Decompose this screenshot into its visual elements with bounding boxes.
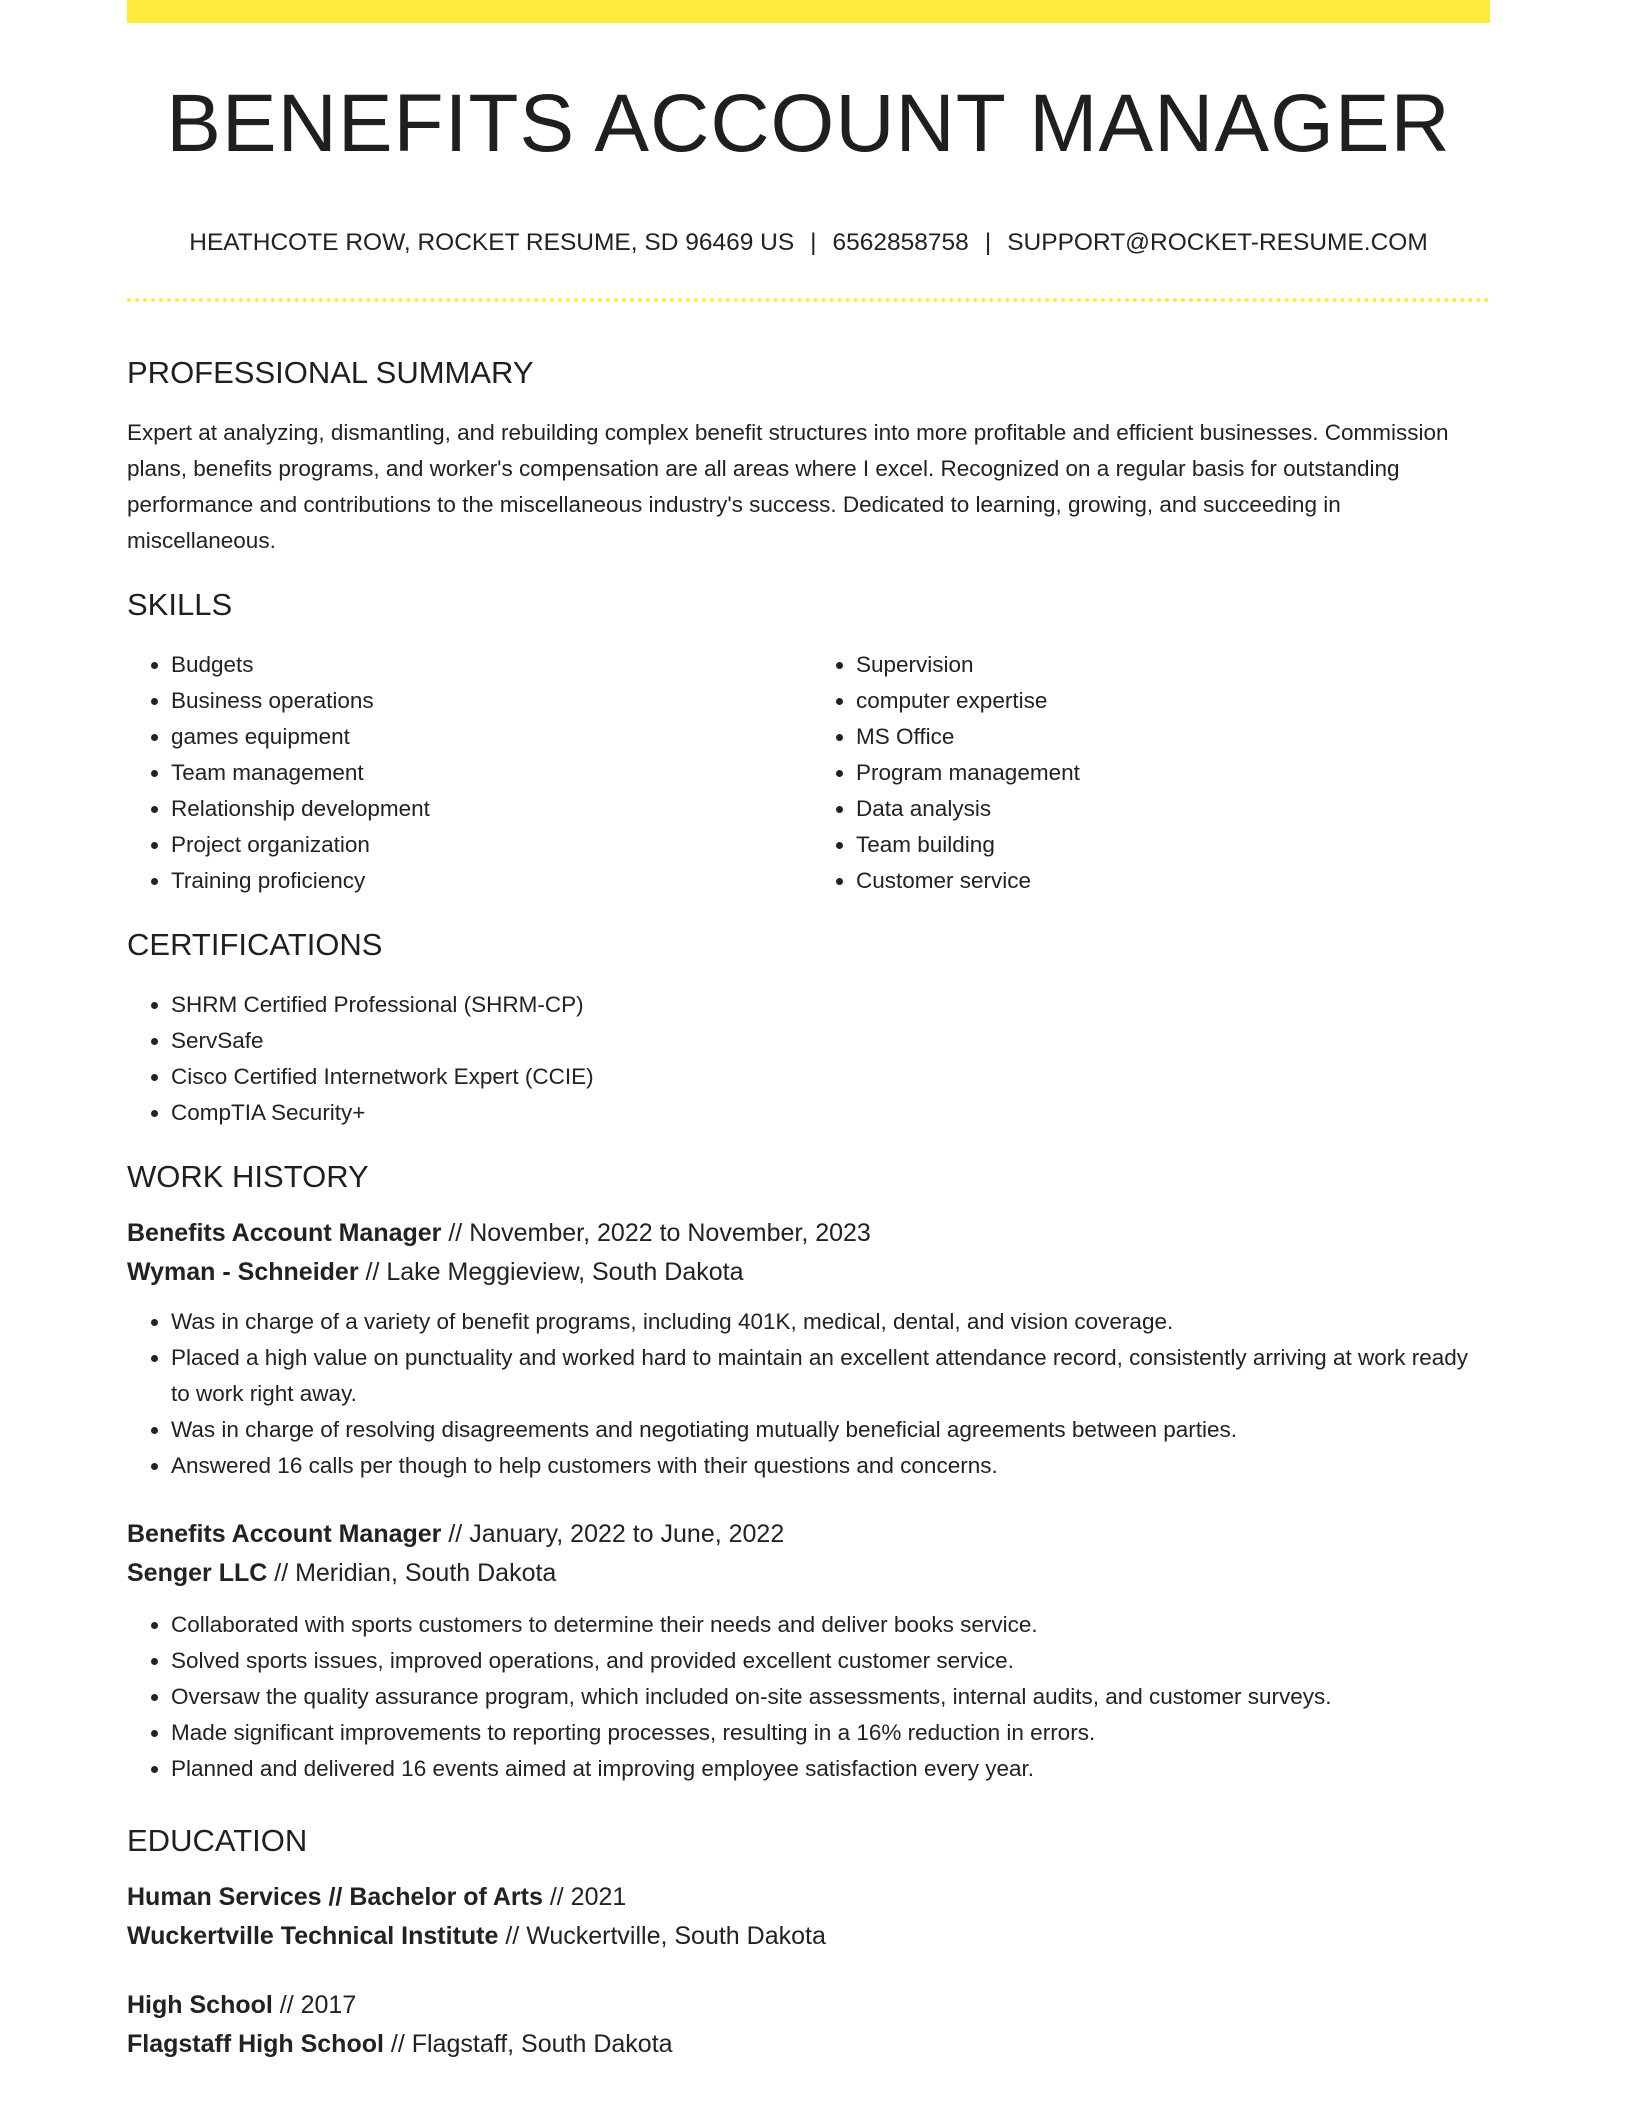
section-title-work: WORK HISTORY xyxy=(127,1159,369,1194)
section-title-certifications: CERTIFICATIONS xyxy=(127,927,383,962)
job-bullet: • Answered 16 calls per though to help customers with their questions and concerns. xyxy=(171,1448,1490,1484)
job-bullet: • Solved sports issues, improved operations, and provided excellent customer service. xyxy=(171,1643,1490,1679)
job-company-line xyxy=(127,1253,1490,1292)
job-title-line xyxy=(127,1515,1490,1554)
skill-item: • MS Office xyxy=(856,719,1490,755)
education-section xyxy=(127,1825,1490,2064)
education-degree: Human Services // Bachelor of Arts xyxy=(127,1883,543,1911)
summary-section xyxy=(127,357,1490,559)
section-title-skills: SKILLS xyxy=(127,587,233,622)
skill-item: • Program management xyxy=(856,755,1490,791)
job-dates: // January, 2022 to June, 2022 xyxy=(441,1520,785,1548)
education-entry xyxy=(127,1878,1490,1956)
summary-text: Expert at analyzing, dismantling, and rebuilding complex benefit structures into more profitable and efficient businesses. Commission plans, benefits programs, and worker's compensation are all areas where I excel. Recognized on a regular basis for outstanding performance and contributions to the miscellaneous industry's success. Dedicated to learning, growing, and succeeding in miscellaneous. xyxy=(127,420,1449,553)
education-year: // 2017 xyxy=(272,1991,357,2019)
job-location: // Lake Meggieview, South Dakota xyxy=(358,1258,744,1286)
skills-grid xyxy=(127,647,1490,899)
education-degree: High School xyxy=(127,1991,273,2019)
education-school: Flagstaff High School xyxy=(127,2030,384,2058)
job-company-line xyxy=(127,1554,1490,1593)
job-entry xyxy=(127,1214,1490,1484)
certification-item: • SHRM Certified Professional (SHRM-CP) xyxy=(171,987,1490,1023)
skill-item: • Relationship development xyxy=(171,791,805,827)
resume-page xyxy=(127,0,1490,2058)
job-bullets xyxy=(127,1607,1490,1787)
education-year: // 2021 xyxy=(542,1883,627,1911)
job-bullet: • Was in charge of resolving disagreements and negotiating mutually beneficial agreements between parties. xyxy=(171,1412,1490,1448)
education-location: // Wuckertville, South Dakota xyxy=(498,1922,826,1950)
job-role: Benefits Account Manager xyxy=(127,1520,442,1548)
skill-item: • computer expertise xyxy=(856,683,1490,719)
education-location: // Flagstaff, South Dakota xyxy=(383,2030,673,2058)
contact-line xyxy=(127,231,1490,256)
work-history-section xyxy=(127,1161,1490,1787)
skill-item: • Team building xyxy=(856,827,1490,863)
education-school: Wuckertville Technical Institute xyxy=(127,1922,499,1950)
skill-item: • Business operations xyxy=(171,683,805,719)
skill-item: • Training proficiency xyxy=(171,863,805,899)
job-bullet: • Collaborated with sports customers to determine their needs and deliver books service. xyxy=(171,1607,1490,1643)
top-accent-bar xyxy=(127,0,1490,23)
certification-item: • ServSafe xyxy=(171,1023,1490,1059)
contact-separator: | xyxy=(810,229,817,256)
education-degree-line xyxy=(127,1986,1490,2025)
contact-email: SUPPORT@ROCKET-RESUME.COM xyxy=(1007,229,1428,256)
job-role: Benefits Account Manager xyxy=(127,1219,442,1247)
skills-section xyxy=(127,589,1490,899)
skill-item: • Customer service xyxy=(856,863,1490,899)
job-dates: // November, 2022 to November, 2023 xyxy=(441,1219,871,1247)
certifications-section xyxy=(127,929,1490,1131)
dotted-divider xyxy=(127,298,1490,302)
contact-phone: 6562858758 xyxy=(832,229,969,256)
skill-item: • Project organization xyxy=(171,827,805,863)
section-title-summary: PROFESSIONAL SUMMARY xyxy=(127,355,534,390)
certifications-list xyxy=(127,987,1490,1131)
certification-item: • CompTIA Security+ xyxy=(171,1095,1490,1131)
job-location: // Meridian, South Dakota xyxy=(267,1559,557,1587)
skills-list-right xyxy=(805,647,1490,899)
skill-item: • games equipment xyxy=(171,719,805,755)
job-company: Senger LLC xyxy=(127,1559,268,1587)
job-title-line xyxy=(127,1214,1490,1253)
skill-item: • Team management xyxy=(171,755,805,791)
contact-separator: | xyxy=(984,229,992,256)
certification-item: • Cisco Certified Internetwork Expert (CCIE) xyxy=(171,1059,1490,1095)
skill-item: • Supervision xyxy=(856,647,1490,683)
education-entry xyxy=(127,1986,1490,2064)
skills-list-left xyxy=(127,647,805,899)
education-school-line xyxy=(127,2025,1490,2064)
job-company: Wyman - Schneider xyxy=(127,1258,359,1286)
skill-item: • Data analysis xyxy=(856,791,1490,827)
contact-address: HEATHCOTE ROW, ROCKET RESUME, SD 96469 US xyxy=(189,229,795,256)
job-bullet: • Placed a high value on punctuality and worked hard to maintain an excellent attendance record, consistently arriving at work ready to work right away. xyxy=(171,1340,1490,1412)
skill-item: • Budgets xyxy=(171,647,805,683)
section-title-education: EDUCATION xyxy=(127,1823,308,1858)
job-bullet: • Was in charge of a variety of benefit programs, including 401K, medical, dental, and vision coverage. xyxy=(171,1304,1490,1340)
education-degree-line xyxy=(127,1878,1490,1917)
job-bullet: • Oversaw the quality assurance program, which included on-site assessments, internal audits, and customer surveys. xyxy=(171,1679,1490,1715)
job-bullet: • Made significant improvements to reporting processes, resulting in a 16% reduction in errors. xyxy=(171,1715,1490,1751)
job-entry xyxy=(127,1515,1490,1787)
education-school-line xyxy=(127,1917,1490,1956)
job-bullets xyxy=(127,1304,1490,1484)
candidate-name: BENEFITS ACCOUNT MANAGER xyxy=(166,78,1451,169)
job-bullet: • Planned and delivered 16 events aimed at improving employee satisfaction every year. xyxy=(171,1751,1490,1787)
